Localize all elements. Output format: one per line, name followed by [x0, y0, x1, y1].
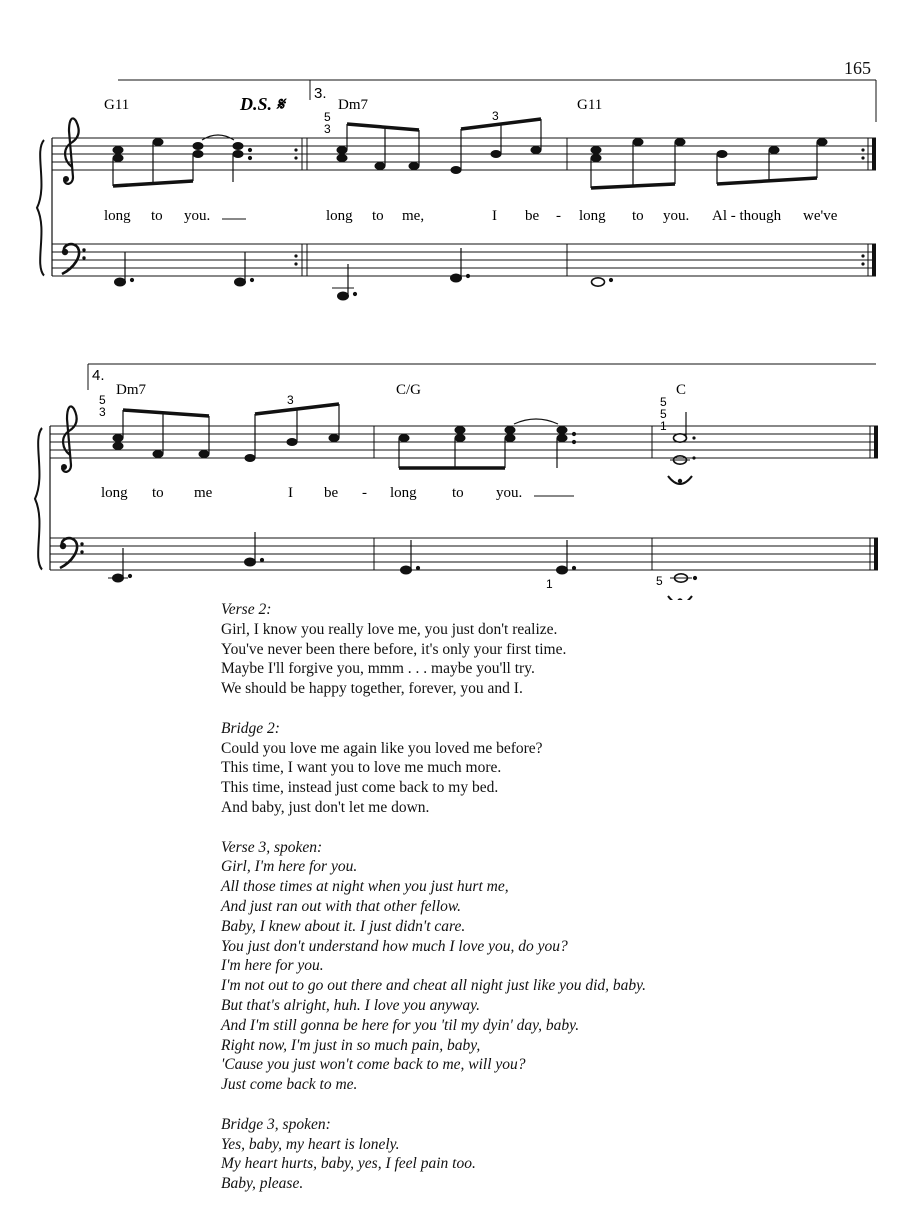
spoken-line: All those times at night when you just hurt me,: [221, 878, 509, 896]
spoken-line: Yes, baby, my heart is lonely.: [221, 1135, 400, 1153]
section-heading: Bridge 2:: [221, 719, 280, 737]
lyric: I: [288, 485, 293, 501]
fingering: 5: [99, 393, 106, 407]
lyric-line: We should be happy together, forever, you and I.: [221, 680, 523, 698]
spoken-line: Baby, please.: [221, 1175, 304, 1193]
spoken-line: Girl, I'm here for you.: [221, 858, 358, 876]
fingering: 1: [660, 419, 667, 433]
section-heading: Verse 2:: [221, 601, 272, 618]
page-number: 165: [844, 58, 871, 78]
spoken-line: I'm here for you.: [221, 957, 324, 975]
fingering: 5: [660, 395, 667, 409]
section-heading: Verse 3, spoken:: [221, 838, 323, 856]
spoken-line: Baby, I knew about it. I just didn't care.: [221, 917, 466, 935]
lyric: to: [452, 485, 464, 501]
spoken-line: My heart hurts, baby, yes, I feel pain too.: [221, 1155, 476, 1173]
bridge-2-block: [221, 719, 861, 818]
lyric: -: [362, 485, 367, 501]
bridge-3-block: [221, 1115, 861, 1194]
chord-symbol: G11: [577, 97, 603, 113]
ending-number: 3.: [314, 85, 327, 102]
section-heading: Bridge 3, spoken:: [221, 1115, 331, 1133]
lyric: long: [579, 208, 606, 224]
system-2: [35, 364, 878, 600]
lyric-line: This time, I want you to love me much more.: [221, 759, 502, 777]
lyric-line: And baby, just don't let me down.: [221, 798, 430, 816]
lyric: you.: [496, 485, 523, 501]
fingering: 1: [546, 577, 553, 591]
lyric: to: [372, 208, 384, 224]
lyric: long: [104, 208, 131, 224]
chord-symbol: G11: [104, 97, 130, 113]
lyric: be: [525, 208, 540, 224]
spoken-line: You just don't understand how much I love you, do you?: [221, 937, 568, 955]
ds-marking: D.S. 𝄋: [240, 94, 285, 114]
spoken-line: And I'm still gonna be here for you 'til my dyin' day, baby.: [221, 1016, 580, 1034]
spoken-line: I'm not out to go out there and cheat all night just like you did, baby.: [221, 977, 647, 995]
lyric-line: This time, instead just come back to my bed.: [221, 779, 499, 797]
chord-symbol: Dm7: [338, 97, 368, 113]
lyric: me,: [402, 208, 425, 224]
lyrics-text: [221, 600, 861, 1214]
verse-3-block: [221, 838, 861, 1095]
spoken-line: And just ran out with that other fellow.: [221, 897, 461, 915]
lyric: Al - though: [712, 208, 782, 224]
lyric: me: [194, 485, 213, 501]
lyric: to: [632, 208, 644, 224]
fingering: 3: [324, 122, 331, 136]
lyric: long: [326, 208, 353, 224]
lyric: I: [492, 208, 497, 224]
lyric-line: Girl, I know you really love me, you just don't realize.: [221, 620, 558, 638]
ending-number: 4.: [92, 367, 105, 384]
fingering: 5: [324, 110, 331, 124]
chord-symbol: C/G: [396, 382, 422, 398]
chord-symbol: Dm7: [116, 382, 146, 398]
triplet-number: 3: [492, 109, 499, 123]
triplet-number: 3: [287, 393, 294, 407]
lyric: you.: [663, 208, 690, 224]
spoken-line: Right now, I'm just in so much pain, baby,: [221, 1036, 481, 1054]
chord-symbol: C: [676, 382, 687, 398]
lyric: to: [152, 485, 164, 501]
lyric: -: [556, 208, 561, 224]
spoken-line: Just come back to me.: [221, 1076, 358, 1094]
fingering: 5: [656, 574, 663, 588]
lyric: to: [151, 208, 163, 224]
sheet-music-score: [0, 0, 918, 600]
lyric: be: [324, 485, 339, 501]
fingering: 5: [660, 407, 667, 421]
lyric-line: Maybe I'll forgive you, mmm . . . maybe you'll try.: [221, 660, 535, 678]
lyric-line: Could you love me again like you loved me before?: [221, 739, 543, 757]
lyric: we've: [803, 208, 838, 224]
lyric-line: You've never been there before, it's only your first time.: [221, 640, 567, 658]
spoken-line: But that's alright, huh. I love you anyway.: [221, 996, 481, 1014]
lyric: long: [390, 485, 417, 501]
system-1: [37, 80, 876, 300]
lyric: you.: [184, 208, 211, 224]
spoken-line: 'Cause you just won't come back to me, will you?: [221, 1056, 526, 1074]
fingering: 3: [99, 405, 106, 419]
lyric: long: [101, 485, 128, 501]
verse-2-block: [221, 600, 861, 699]
